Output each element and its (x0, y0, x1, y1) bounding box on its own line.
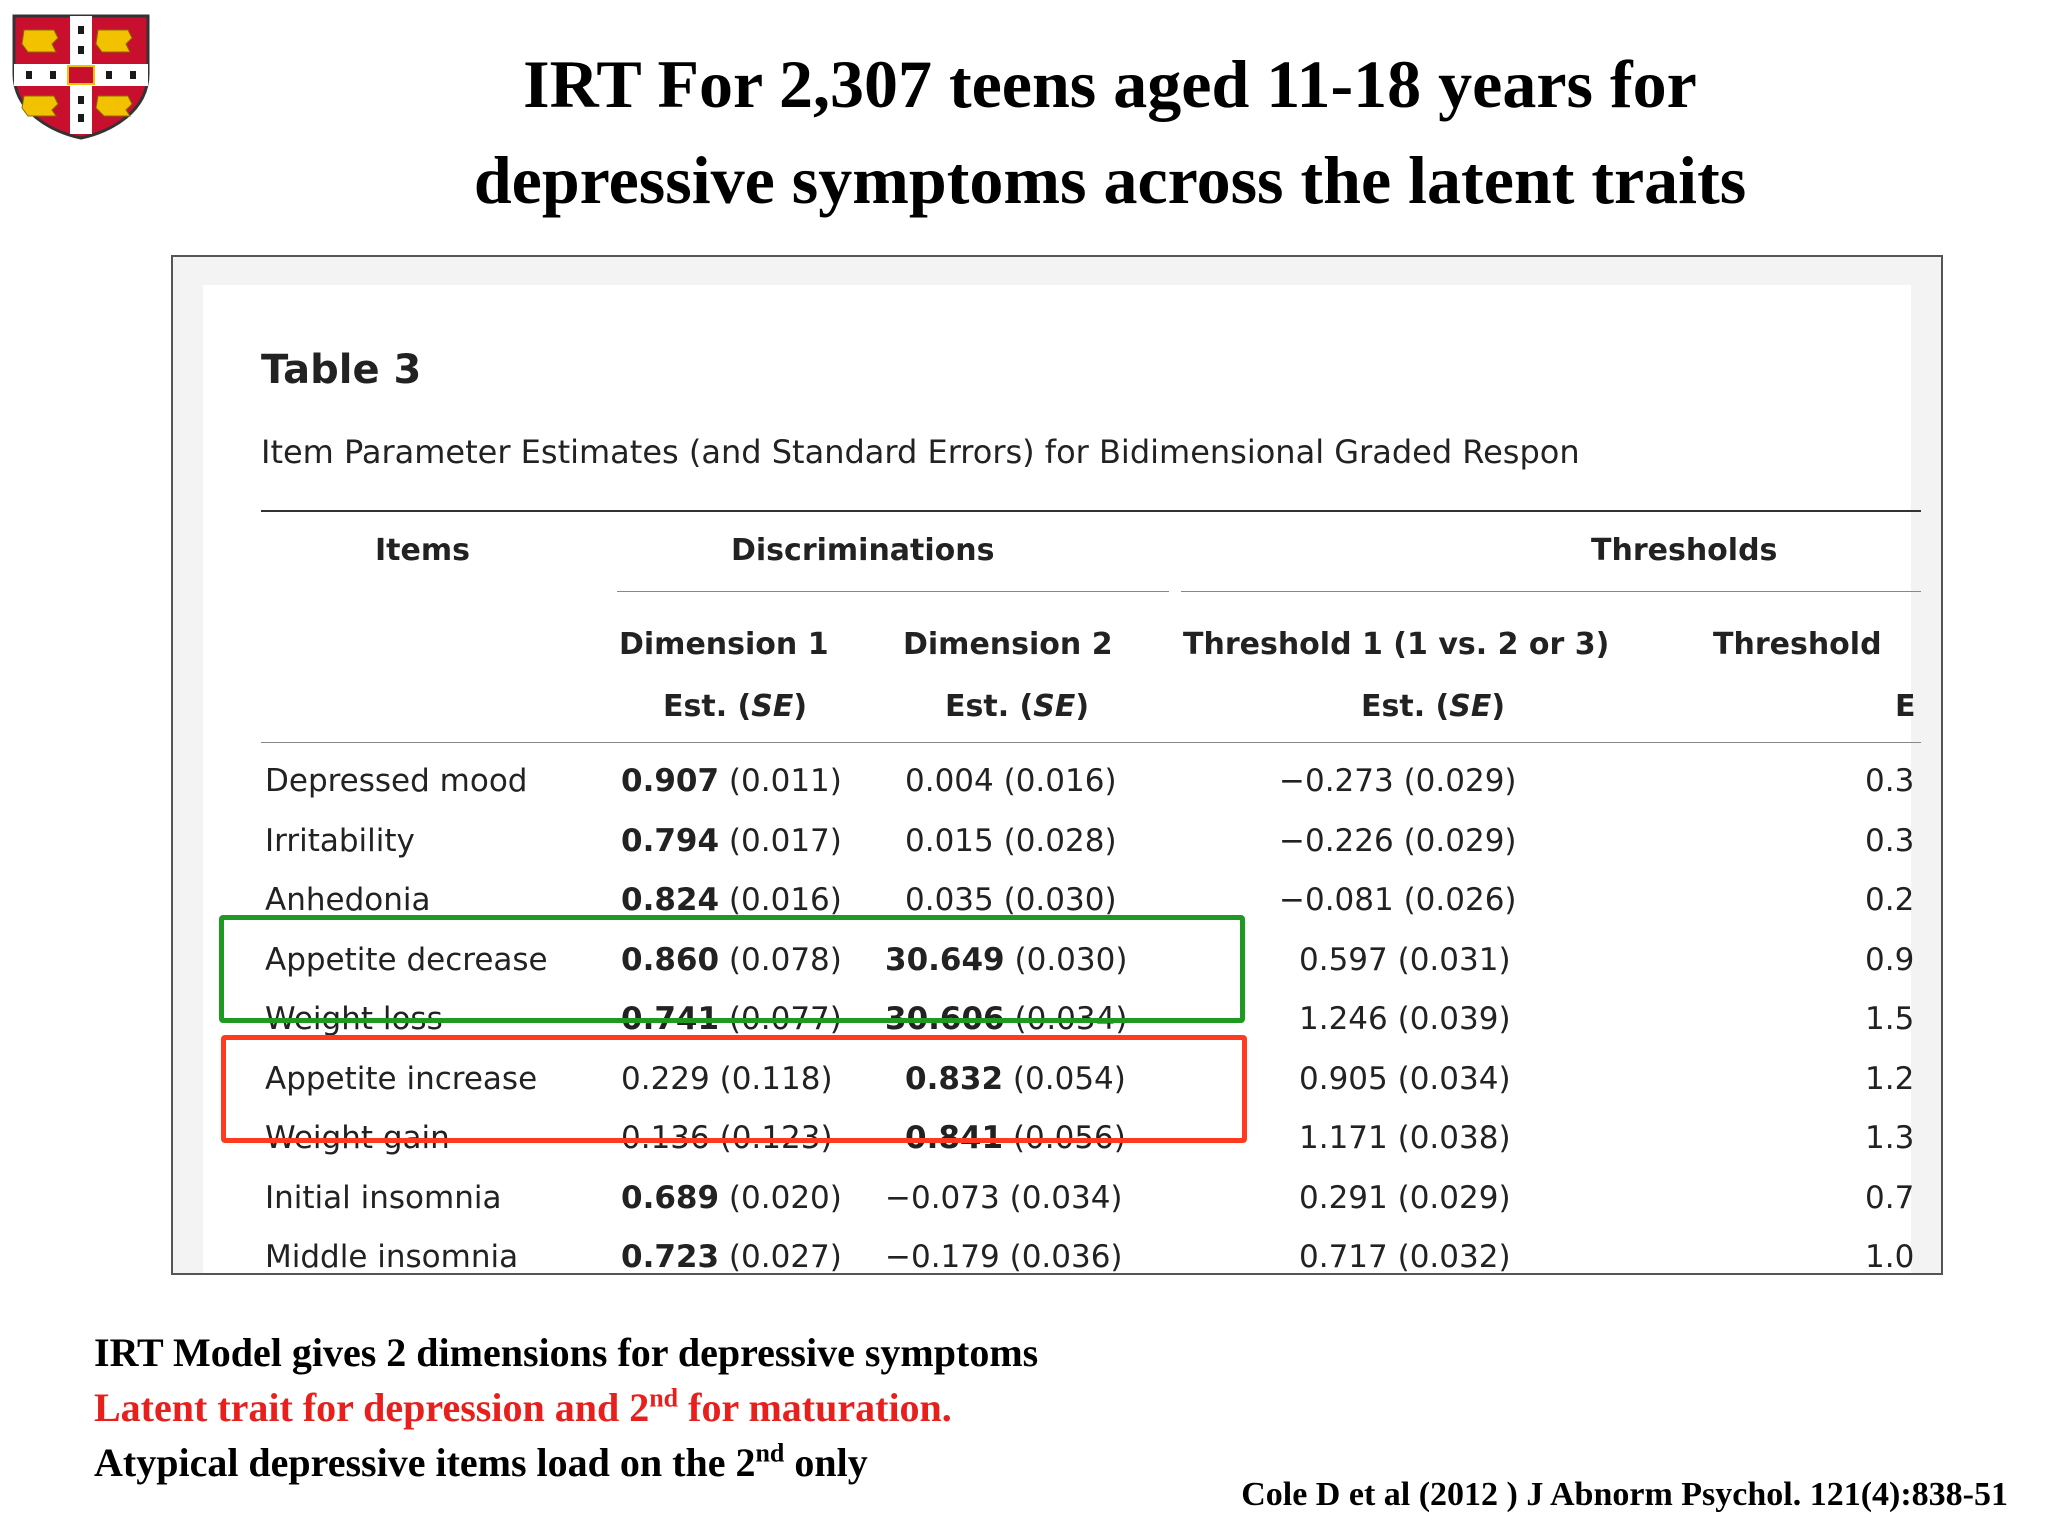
table-cell-threshold-2: 0.3 (1865, 763, 1915, 799)
table-cell-threshold-2: 0.9 (1865, 941, 1915, 978)
table-cell-item: Anhedonia (265, 882, 431, 918)
table-cell-dim1: 0.824 (0.016) (621, 882, 842, 918)
table-cell-threshold-1: 0.905 (0.034) (1299, 1060, 1511, 1097)
table-cell-dim2: −0.073 (0.034) (885, 1179, 1123, 1216)
header-est-se-thr1: Est. (SE) (1361, 689, 1506, 724)
table-cell-dim1: 0.794 (0.017) (621, 822, 842, 859)
table-cell-threshold-2: 1.3 (1865, 1120, 1915, 1156)
header-est-partial-thr2: E (1895, 689, 1916, 724)
green-highlight-box (219, 915, 1245, 1023)
red-highlight-box (221, 1035, 1247, 1143)
header-discriminations: Discriminations (731, 533, 995, 568)
note-line-2: Latent trait for depression and 2nd for maturation. (94, 1383, 952, 1430)
table-cell-threshold-1: −0.081 (0.026) (1279, 882, 1517, 918)
university-crest-icon (10, 12, 152, 140)
table-cell-dim2: 0.035 (0.030) (905, 882, 1117, 918)
table-caption: Item Parameter Estimates (and Standard Errors) for Bidimensional Graded Respon (261, 433, 1580, 471)
note-line-3: Atypical depressive items load on the 2nd only (94, 1438, 868, 1485)
thresholds-rule (1181, 591, 1921, 592)
table-cell-threshold-2: 0.2 (1865, 882, 1915, 918)
header-est-se-dim2: Est. (SE) (945, 689, 1090, 724)
table-cell-threshold-1: −0.273 (0.029) (1279, 763, 1517, 799)
table-cell-dim2: 30.606 (0.034) (885, 1001, 1128, 1037)
table-cell-dim1: 0.723 (0.027) (621, 1239, 842, 1275)
slide-notes (94, 1325, 1038, 1490)
discriminations-rule (617, 591, 1169, 592)
table-cell-threshold-2: 1.2 (1865, 1060, 1915, 1097)
table-cell-threshold-2: 0.7 (1865, 1179, 1915, 1216)
table-cell-dim2: 0.004 (0.016) (905, 763, 1117, 799)
header-threshold-1: Threshold 1 (1 vs. 2 or 3) (1183, 627, 1610, 662)
table-cell-threshold-1: 1.246 (0.039) (1299, 1001, 1511, 1037)
table-cell-item: Appetite decrease (265, 941, 548, 978)
table-label: Table 3 (261, 347, 422, 393)
table-cell-dim1: 0.689 (0.020) (621, 1179, 842, 1216)
header-items: Items (375, 533, 470, 568)
slide-title-line-1: IRT For 2,307 teens aged 11-18 years for (523, 46, 1697, 122)
table-cell-threshold-1: −0.226 (0.029) (1279, 822, 1517, 859)
table-cell-threshold-1: 0.291 (0.029) (1299, 1179, 1511, 1216)
table-cell-dim1: 0.136 (0.123) (621, 1120, 833, 1156)
table-cell-dim1: 0.741 (0.077) (621, 1001, 842, 1037)
table-cell-dim1: 0.229 (0.118) (621, 1060, 833, 1097)
table-paper (203, 285, 1916, 1275)
citation: Cole D et al (2012 ) J Abnorm Psychol. 121(4):838-51 (1241, 1476, 2008, 1513)
table-cell-dim2: −0.179 (0.036) (885, 1239, 1123, 1275)
table-cell-dim2: 0.015 (0.028) (905, 822, 1117, 859)
table-figure (171, 255, 1943, 1275)
table-cell-item: Appetite increase (265, 1060, 538, 1097)
note-line-1: IRT Model gives 2 dimensions for depressive symptoms (94, 1330, 1039, 1375)
table-cell-dim2: 30.649 (0.030) (885, 941, 1128, 978)
table-cell-dim1: 0.860 (0.078) (621, 941, 842, 978)
table-cell-threshold-1: 0.717 (0.032) (1299, 1239, 1511, 1275)
table-cell-item: Weight loss (265, 1001, 443, 1037)
table-cell-item: Middle insomnia (265, 1239, 519, 1275)
header-dimension-1: Dimension 1 (619, 627, 829, 662)
table-cell-threshold-2: 1.5 (1865, 1001, 1915, 1037)
table-cell-threshold-1: 1.171 (0.038) (1299, 1120, 1511, 1156)
slide-title (260, 36, 1960, 228)
table-cell-dim2: 0.832 (0.054) (905, 1060, 1126, 1097)
table-cell-dim1: 0.907 (0.011) (621, 763, 842, 799)
table-cell-threshold-2: 0.3 (1865, 822, 1915, 859)
table-cell-threshold-2: 1.0 (1865, 1239, 1915, 1275)
header-dimension-2: Dimension 2 (903, 627, 1113, 662)
slide-title-line-2: depressive symptoms across the latent traits (473, 142, 1747, 218)
header-est-se-dim1: Est. (SE) (663, 689, 808, 724)
table-cell-item: Depressed mood (265, 763, 528, 799)
table-cell-item: Irritability (265, 822, 415, 859)
table-cell-threshold-1: 0.597 (0.031) (1299, 941, 1511, 978)
table-cell-item: Initial insomnia (265, 1179, 502, 1216)
header-thresholds: Thresholds (1591, 533, 1778, 568)
header-bottom-rule (261, 742, 1921, 743)
table-top-rule (261, 510, 1921, 512)
table-cell-item: Weight gain (265, 1120, 450, 1156)
header-threshold-2: Threshold (1713, 627, 1882, 662)
table-cell-dim2: 0.841 (0.056) (905, 1120, 1126, 1156)
